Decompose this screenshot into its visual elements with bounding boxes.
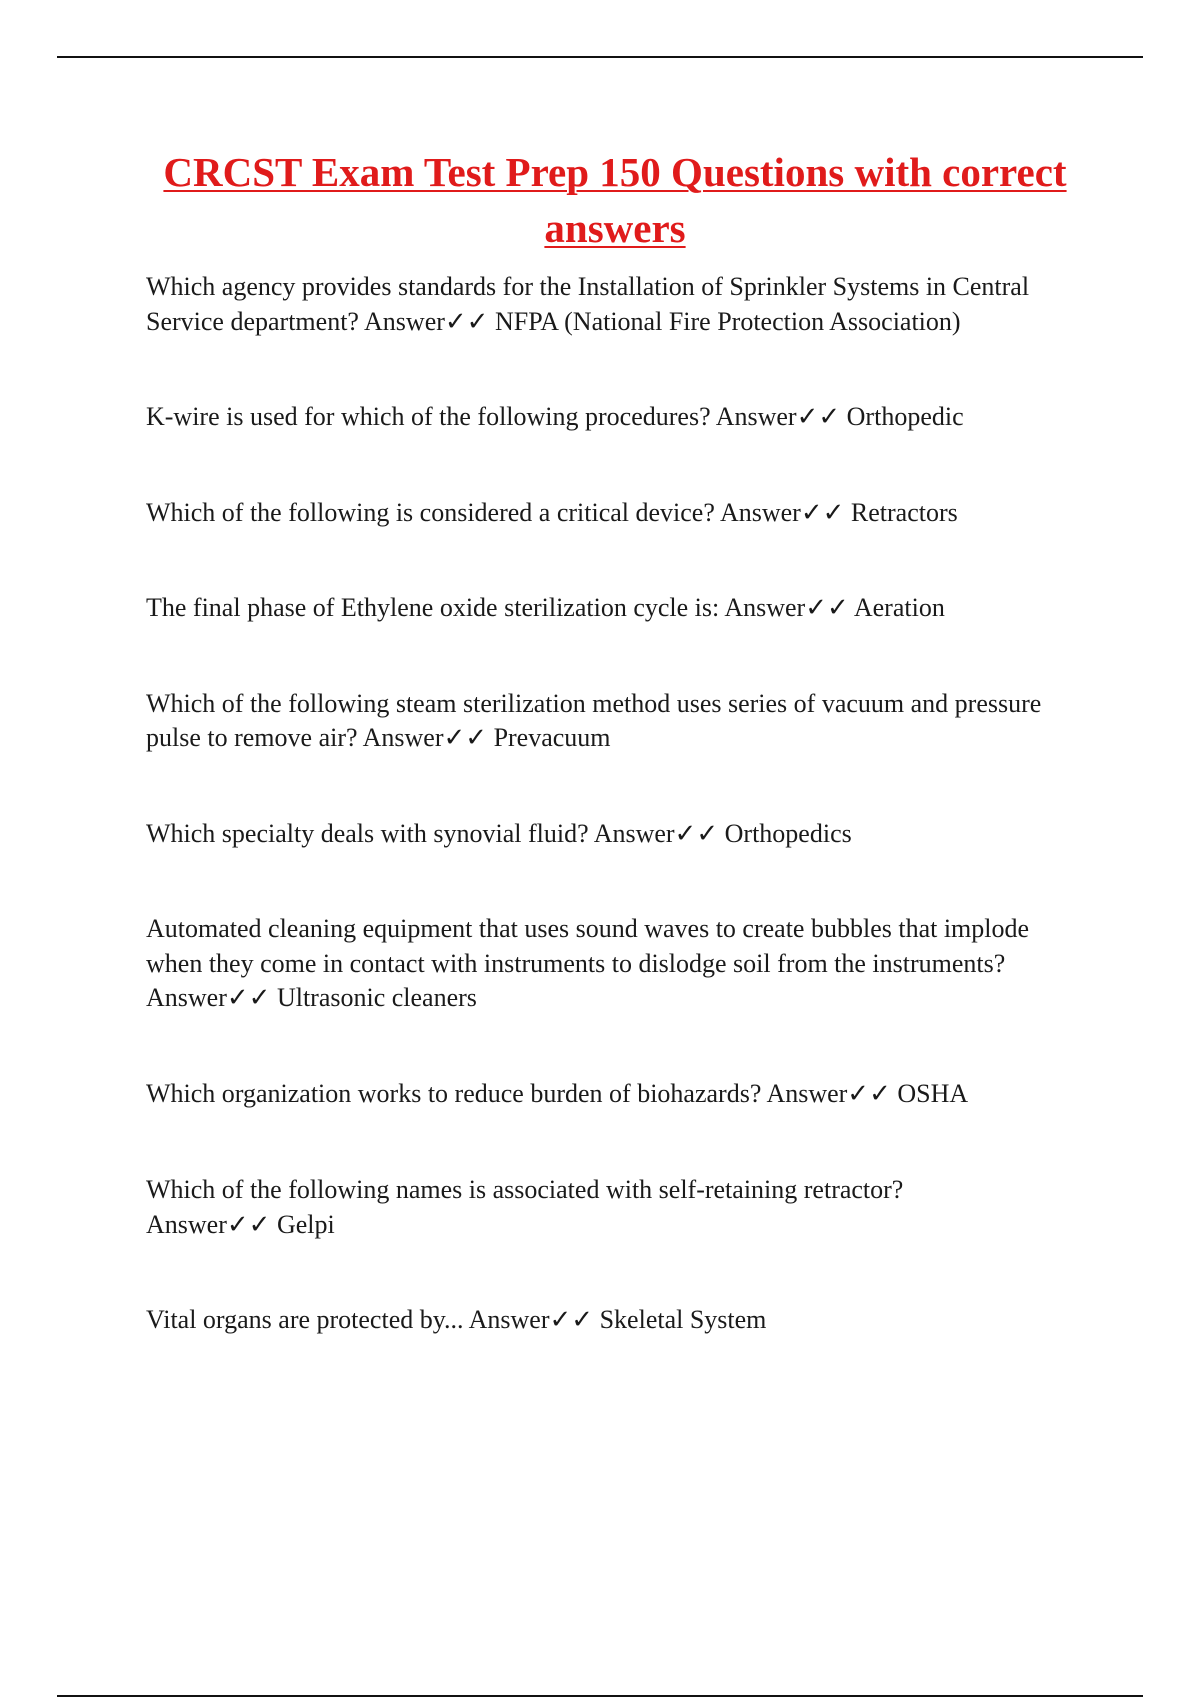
question-text: Which organization works to reduce burden of biohazards? <box>146 1078 762 1108</box>
question-text: K-wire is used for which of the following procedures? <box>146 402 711 431</box>
qa-item <box>146 496 1066 531</box>
top-rule <box>57 56 1143 58</box>
answer-marker: Answer✓✓ <box>719 497 845 527</box>
qa-item <box>146 400 1066 435</box>
qa-list <box>146 270 1066 1338</box>
answer-text: Aeration <box>853 593 945 622</box>
qa-item <box>146 270 1066 339</box>
question-text: The final phase of Ethylene oxide sterilization cycle is: <box>146 593 720 622</box>
answer-marker: Answer✓✓ <box>362 723 488 752</box>
answer-text: Orthopedics <box>724 818 852 848</box>
qa-item <box>146 591 1066 626</box>
answer-marker: Answer✓✓ <box>146 1209 271 1239</box>
question-text: Vital organs are protected by... <box>146 1305 464 1334</box>
question-text: Which agency provides standards for the Installation of Sprinkler Systems in Central Service department? <box>146 272 1030 336</box>
answer-text: Prevacuum <box>493 723 611 752</box>
answer-marker: Answer✓✓ <box>146 983 271 1012</box>
answer-marker: Answer✓✓ <box>468 1305 594 1334</box>
qa-item <box>146 912 1066 1016</box>
answer-marker: Answer✓✓ <box>364 306 489 336</box>
document-title <box>130 144 1100 256</box>
qa-item <box>146 1173 1066 1242</box>
answer-marker: Answer✓✓ <box>766 1078 891 1108</box>
question-text: Automated cleaning equipment that uses sound waves to create bubbles that implode when they come in contact with instruments to dislodge soil from the instruments? <box>146 914 1030 978</box>
answer-text: Gelpi <box>276 1209 335 1239</box>
answer-text: NFPA (National Fire Protection Association) <box>494 306 961 336</box>
answer-text: Retractors <box>850 497 958 527</box>
answer-text: OSHA <box>897 1078 969 1108</box>
question-text: Which specialty deals with synovial fluid? <box>146 818 589 848</box>
bottom-rule <box>57 1695 1143 1697</box>
qa-item <box>146 1303 1066 1338</box>
question-text: Which of the following steam sterilization method uses series of vacuum and pressure pulse to remove air? <box>146 688 1042 752</box>
answer-marker: Answer✓✓ <box>593 818 719 848</box>
answer-marker: Answer✓✓ <box>715 402 841 431</box>
question-text: Which of the following is considered a critical device? <box>146 497 715 527</box>
question-text: Which of the following names is associated with self-retaining retractor? <box>146 1175 904 1204</box>
qa-item <box>146 1077 1066 1112</box>
answer-text: Skeletal System <box>599 1305 767 1334</box>
answer-text: Orthopedic <box>846 402 964 431</box>
document-title-text: CRCST Exam Test Prep 150 Questions with correct answers <box>163 149 1067 251</box>
qa-item <box>146 817 1066 852</box>
answer-text: Ultrasonic cleaners <box>276 983 477 1012</box>
qa-item <box>146 687 1066 756</box>
answer-marker: Answer✓✓ <box>724 593 849 622</box>
